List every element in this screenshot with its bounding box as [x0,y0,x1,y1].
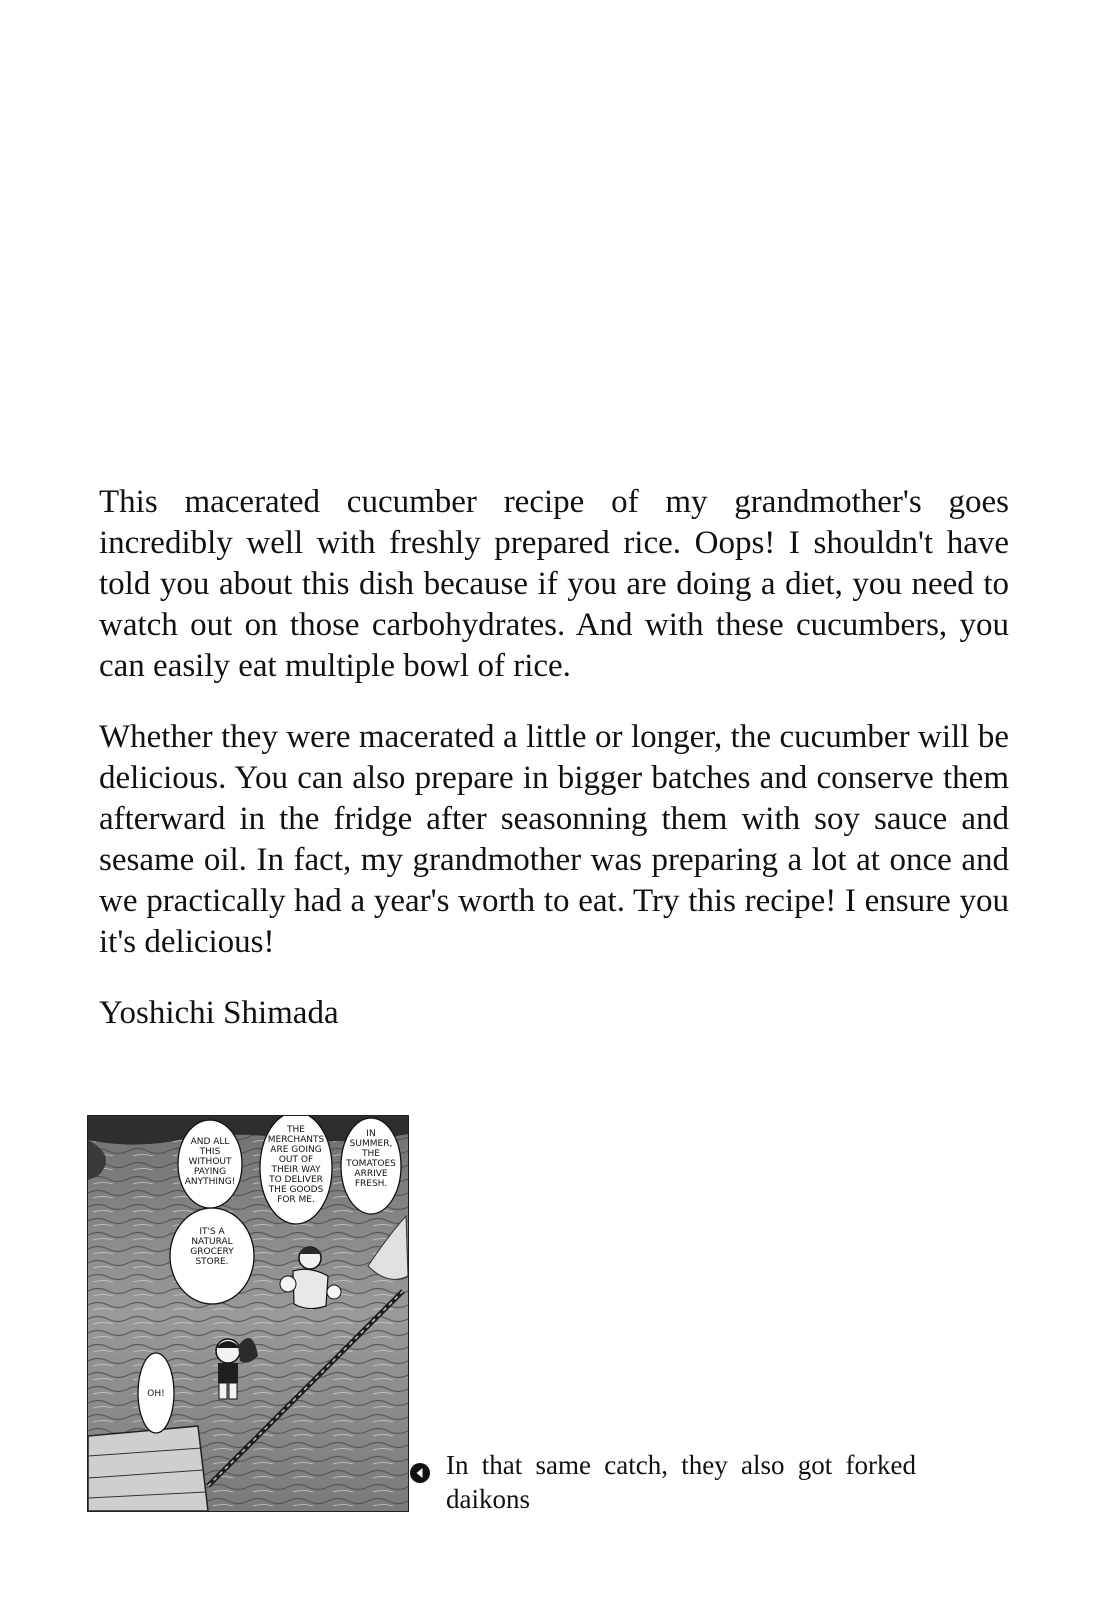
author-signature: Yoshichi Shimada [99,995,339,1031]
speech-bubble-line: THE [287,1125,305,1135]
speech-bubble-line: THE GOODS [268,1185,324,1195]
speech-bubble-line: AND ALL [190,1137,230,1147]
speech-bubble-line: ARE GOING [270,1145,322,1155]
speech-bubble-line: MERCHANTS [267,1135,325,1145]
speech-bubble-line: THIS [199,1147,221,1157]
speech-bubble-line: WITHOUT [188,1157,232,1167]
paragraph-1: This macerated cucumber recipe of my grandmother's goes incredibly well with freshly prepared rice. Oops! I shouldn't have told you about this dish because if you are doing a diet, you need to watch out on those carbohydrates. And with these cucumbers, you can easily eat multiple bowl of rice. [99,484,1009,684]
paragraph-2: Whether they were macerated a little or longer, the cucumber will be delicious. You can also prepare in bigger batches and conserve them afterward in the fridge after seasonning them with soy sauce and sesame oil. In fact, my grandmother was preparing a lot at once and we practically had a year's worth to eat. Try this recipe! I ensure you it's delicious! [99,719,1009,960]
speech-bubble-line: NATURAL [191,1237,233,1247]
speech-bubble-line: GROCERY [190,1247,234,1257]
speech-bubble-line: FOR ME. [277,1195,315,1205]
speech-bubble-line: IN [366,1129,376,1139]
speech-bubble-line: OH! [147,1389,165,1399]
speech-bubble-line: FRESH. [354,1179,388,1189]
speech-bubble-line: SUMMER, [349,1139,393,1149]
arrow-left-circle-icon [409,1462,431,1484]
speech-bubble-line: ARRIVE [354,1169,388,1179]
speech-bubble-line: PAYING [193,1167,227,1177]
speech-bubble-line: TO DELIVER [269,1175,323,1185]
speech-bubble-line: OUT OF [278,1155,314,1165]
speech-bubble-line: THE [362,1149,380,1159]
manga-illustration [87,1115,409,1512]
speech-bubble-line: ANYTHING! [184,1177,236,1187]
speech-bubble-line: STORE. [195,1257,229,1267]
speech-bubble-line: TOMATOES [346,1159,396,1169]
speech-bubble-line: IT'S A [199,1227,225,1237]
article-body [99,482,1009,1034]
illustration-caption: In that same catch, they also got forked daikons [446,1450,916,1514]
manga-illustration-drawing [88,1116,408,1511]
speech-bubble-line: THEIR WAY [271,1165,321,1175]
